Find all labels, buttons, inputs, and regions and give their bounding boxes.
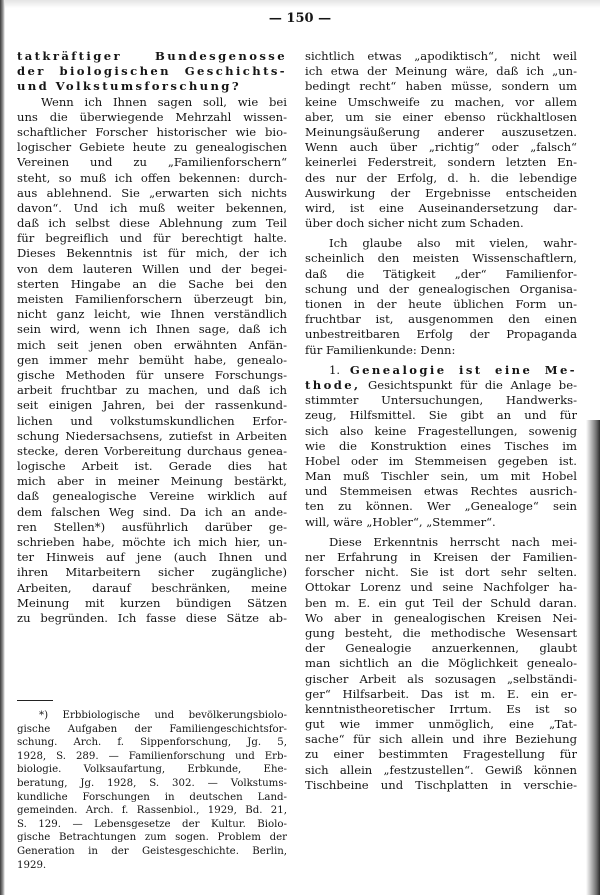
text-line: schrieben habe, möchte ich mich hier, un- [17, 535, 287, 549]
text-line: kenntnistheoretischer Irrtum. Es ist so [305, 701, 577, 716]
text-line: nicht ganz leicht, wie Ihnen verständlich [17, 307, 287, 322]
text-line: mich aber in meiner Meinung bestärkt, [17, 474, 287, 489]
text-line: fruchtbar ist, ausgenommen den einen [305, 312, 577, 327]
thesis-spaced-text: Genealogie ist eine Me- [349, 362, 577, 377]
text-line: gung besteht, die methodische Wesensart [305, 625, 577, 640]
footnote-line: 1928, S. 289. — Familienforschung und Erb- [17, 750, 287, 762]
footnote [17, 709, 287, 872]
thesis-number: 1. [329, 362, 341, 377]
text-line: ter Hinweis auf jene (auch Ihnen und [17, 550, 287, 565]
text-line: meisten Familienforschern überzeugt bin, [17, 292, 287, 306]
text-fragment: Gesichtspunkt für die Anlage be- [368, 377, 577, 392]
text-line: des nur der Erfolg, d. h. die lebendige [305, 170, 577, 185]
text-line: Arbeiten, darauf beschränken, meine [17, 580, 287, 595]
text-line: schaftlicher Forscher historischer wie bio- [17, 124, 287, 139]
right-column [305, 49, 577, 793]
text-line: schung Niedersachsens, zutiefst in Arbeiten [17, 428, 287, 443]
text-line: keinerlei Federstreit, sondern letzten En- [305, 155, 577, 170]
thesis-first-line [305, 363, 577, 378]
footnote-line: schung. Arch. f. Sippenforschung, Jg. 5, [17, 737, 287, 749]
text-line: seit einigen Jahren, bei der rassenkund- [17, 398, 287, 413]
left-column [17, 49, 287, 626]
text-line: schung und der genealogischen Organisa- [305, 281, 577, 296]
text-line: gut wie immer unmöglich, eine „Tat- [305, 717, 577, 732]
text-line: ihren Mitarbeitern sicher zugängliche) [17, 565, 287, 580]
text-line: Meinung mit kurzen bündigen Sätzen [17, 595, 287, 610]
text-line: ner Erfahrung in Kreisen der Familien- [305, 550, 577, 564]
text-line: Ich glaube also mit vielen, wahr- [329, 236, 577, 251]
heading-line: der biologischen Geschichts- [17, 64, 287, 79]
scan-top-edge [0, 0, 600, 8]
footnote-line: kundliche Forschungen in deutschen Land- [17, 791, 287, 803]
footnote-line: Generation in der Geistesgeschichte. Berlin, [17, 845, 287, 857]
text-line: tionen in der heute üblichen Form un- [305, 297, 577, 311]
text-line: sterten Hingabe an die Sache bei den [17, 276, 287, 291]
text-line: der Genealogie anzuerkennen, glaubt [305, 641, 577, 656]
text-line: sich allein „festzustellen“. Gewiß können [305, 762, 577, 777]
text-line: sichtlich etwas „apodiktisch“, nicht weil [305, 49, 577, 63]
text-line: logischer Gebiete heute zu genealogischen [17, 140, 287, 155]
text-line: wie die Konstruktion eines Tisches im [305, 438, 577, 453]
body-paragraph [305, 535, 577, 793]
footnote-line: *) Erbbiologische und bevölkerungsbiolo- [39, 710, 287, 721]
text-line: lichen und volkstumskundlichen Erfor- [17, 413, 287, 428]
text-line: daß die Tätigkeit „der“ Familienfor- [305, 266, 577, 281]
text-line: ben m. E. ein gut Teil der Schuld daran. [305, 595, 577, 610]
text-line: für Familienkunde: Denn: [305, 342, 456, 357]
text-line: will, wäre „Hobler“, „Stemmer“. [305, 514, 496, 529]
text-line: arbeit fruchtbar zu machen, und daß ich [17, 383, 287, 398]
text-line: sich also keine Fragestellungen, sowenig [305, 423, 577, 438]
text-line: daß ich selbst diese Ablehnung zum Teil [17, 216, 287, 231]
text-line: über doch sicher nicht zum Schaden. [305, 216, 524, 231]
footnote-line: biologie. Volksaufartung, Erbkunde, Ehe- [17, 764, 287, 776]
text-line: bedingt recht“ haben müsse, sondern um [305, 79, 577, 94]
text-line: gischer Arbeit als sozusagen „selbständi- [305, 671, 577, 686]
text-line: Man muß Tischler sein, um mit Hobel [305, 469, 577, 484]
section-question-heading [17, 49, 287, 95]
footnote-line: beratung, Jg. 1928, S. 302. — Volkstums- [17, 777, 287, 789]
text-line: Dieses Bekenntnis ist für mich, der ich [17, 246, 287, 261]
page-number: — 150 — [268, 11, 332, 26]
footnote-line: 1929. [17, 859, 47, 871]
text-line: dem falschen Weg sind. Da ich an ande- [17, 504, 287, 519]
text-line: davon“. Und ich muß weiter bekennen, [17, 200, 287, 215]
numbered-thesis-1 [305, 363, 577, 530]
text-line: ger“ Hilfsarbeit. Das ist m. E. ein er- [305, 686, 577, 701]
text-line: und Stemmeisen etwas Rechtes ausrich- [305, 484, 577, 499]
text-line: steht, so muß ich offen bekennen: durch- [17, 170, 287, 185]
text-line: Vereinen und zu „Familienforschern“ [17, 155, 287, 170]
text-line: für begreiflich und für berechtigt halte. [17, 231, 287, 246]
text-line: Tischbeine und Tischplatten in verschie- [305, 777, 577, 792]
text-line: logische Arbeit ist. Gerade dies hat [17, 459, 287, 474]
text-line: aus ablehnend. Sie „erwarten sich nichts [17, 185, 287, 200]
text-line: zeug, Hilfsmittel. Sie gibt an und für [305, 408, 577, 423]
footnote-line: gische Aufgaben der Familiengeschichtsfor- [17, 723, 287, 735]
text-line: Wo aber in genealogischen Kreisen Nei- [305, 610, 577, 625]
text-line: stimmter Untersuchungen, Handwerks- [305, 393, 577, 408]
text-line: Auswirkung der Ergebnisse entscheiden [305, 185, 577, 200]
text-line: ich etwa der Meinung wäre, daß ich „un- [305, 64, 577, 79]
text-line: gen immer mehr bemüht habe, genealo- [17, 352, 287, 367]
scan-right-edge [586, 420, 600, 895]
text-line: Wenn ich Ihnen sagen soll, wie bei [41, 94, 287, 109]
text-line: sache“ für sich allein und ihre Beziehung [305, 732, 577, 747]
text-line: mich seit jenen oben erwähnten Anfän- [17, 337, 287, 352]
text-line: scheinlich den meisten Wissenschaftlern, [305, 251, 577, 266]
text-line: unbestreitbaren Erfolg der Propaganda [305, 327, 577, 342]
text-line: gische Methoden für unsere Forschungs- [17, 367, 287, 382]
text-line: zu begründen. Ich fasse diese Sätze ab- [17, 610, 287, 625]
body-paragraph [305, 236, 577, 358]
footnote-line: S. 129. — Lebensgesetze der Kultur. Biolo- [17, 818, 287, 830]
text-line: aber, um sie einer ebenso rückhaltlosen [305, 109, 577, 124]
body-paragraph [305, 49, 577, 231]
text-line: zu einer bestimmten Fragestellung für [305, 747, 577, 762]
text-line: Hobel oder im Stemmeisen gegeben ist. [305, 453, 577, 468]
heading-line: und Volkstumsforschung? [17, 79, 242, 94]
text-line: uns die überwiegende Mehrzahl wissen- [17, 109, 287, 124]
text-line: stecke, deren Vorbereitung durchaus genea- [17, 443, 287, 458]
text-line: keine Umschweife zu machen, vor allem [305, 94, 577, 109]
heading-line: tatkräftiger Bundesgenosse [17, 49, 287, 63]
text-line: ten zu können. Wer „Genealoge“ sein [305, 499, 577, 514]
footnote-line: gemeinden. Arch. f. Rassenbiol., 1929, Bd. 21, [17, 805, 287, 817]
text-line-with-footnote-ref: ren Stellen*) ausführlich darüber ge- [17, 519, 287, 534]
text-line: man sichtlich an die Möglichkeit genealo- [305, 656, 577, 671]
text-line: Diese Erkenntnis herrscht nach mei- [329, 534, 577, 549]
text-line: sein wird, wenn ich Ihnen sage, daß ich [17, 322, 287, 337]
thesis-spaced-text: thode, [305, 377, 361, 392]
text-line: forscher nicht. Sie ist dort sehr selten. [305, 565, 577, 580]
text-line: wird, ist eine Auseinandersetzung dar- [305, 200, 577, 215]
text-line: Meinungsäußerung anderer auszusetzen. [305, 124, 577, 139]
body-paragraph [17, 95, 287, 627]
footnote-divider [17, 700, 53, 701]
scan-left-edge [0, 0, 5, 895]
footnote-line: gische Betrachtungen zum sogen. Problem der [17, 832, 287, 844]
text-line: daß genealogische Vereine wirklich auf [17, 489, 287, 504]
text-line: Wenn auch über „richtig“ oder „falsch“ [305, 140, 577, 155]
text-line: Ottokar Lorenz und seine Nachfolger ha- [305, 580, 577, 595]
text-line: von dem lauteren Willen und der begei- [17, 261, 287, 276]
thesis-second-line [305, 378, 577, 393]
